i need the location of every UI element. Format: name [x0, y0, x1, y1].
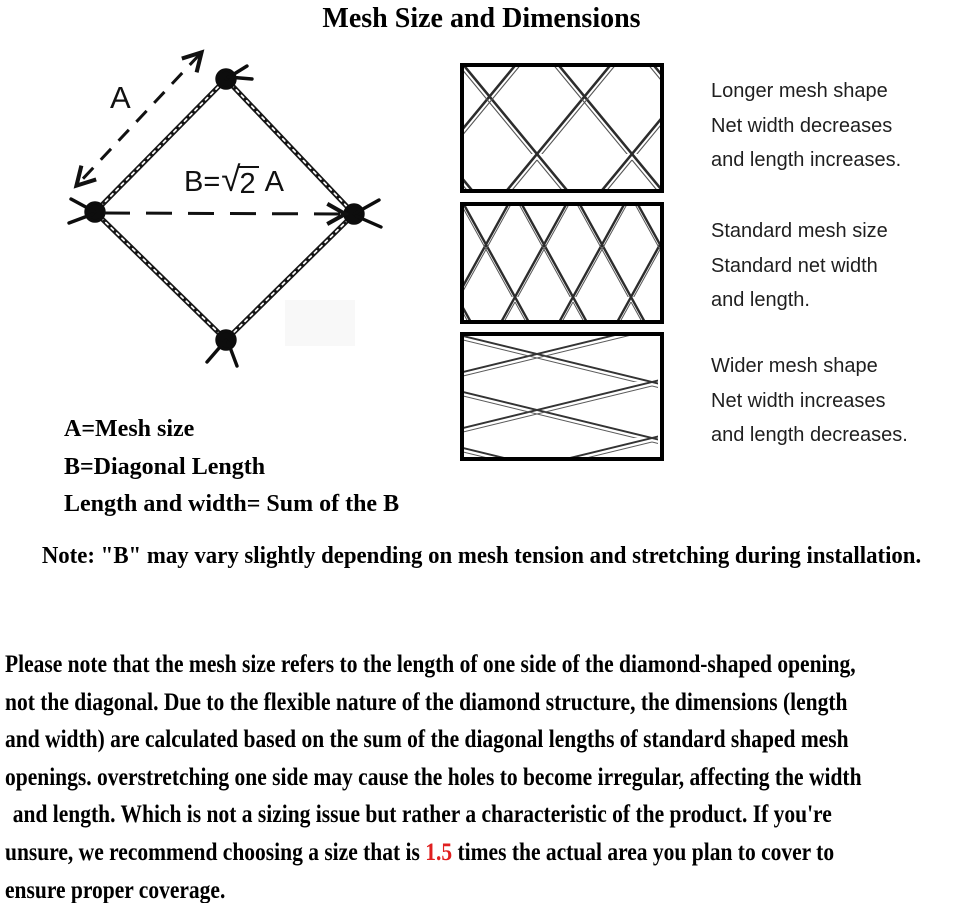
desc-line: and length. [711, 289, 810, 311]
highlight-value: 1.5 [425, 838, 453, 866]
diamond-diagram-svg [40, 42, 450, 387]
paragraph-line: openings. overstretching one side may cause the holes to become irregular, affecting the width [5, 763, 862, 791]
highlight-after: times the actual area you plan to cover to [452, 838, 835, 866]
legend-line-b: B=Diagonal Length [64, 453, 266, 480]
formula-suffix: A [264, 166, 284, 198]
mesh-sample-standard [460, 202, 664, 324]
longer-mesh-texture [464, 67, 660, 189]
legend-line-a: A=Mesh size [64, 416, 195, 442]
paragraph-line: and width) are calculated based on the sum of the diagonal lengths of standard shaped mesh [5, 726, 849, 754]
desc-line: Standard net width [711, 254, 878, 277]
dimension-legend [64, 411, 399, 524]
mesh-size-label: A [110, 80, 131, 115]
desc-line: Standard mesh size [711, 220, 888, 242]
diamond-sides [95, 79, 354, 340]
desc-line: Net width increases [711, 389, 886, 412]
mesh-diamond-diagram [40, 42, 450, 387]
desc-line: and length decreases. [711, 424, 908, 446]
sqrt-icon: √ [221, 160, 241, 199]
page-title: Mesh Size and Dimensions [322, 3, 641, 34]
paragraph-line: and length. Which is not a sizing issue but rather a characteristic of the product. If you're [12, 801, 832, 829]
desc-line: and length increases. [711, 149, 902, 171]
legend-line-sum: Length and width= Sum of the B [64, 491, 400, 517]
mesh-desc-standard [711, 214, 963, 318]
formula-radicand: 2 [239, 166, 259, 201]
formula-prefix: B= [184, 166, 221, 198]
mesh-desc-wider [711, 349, 963, 453]
desc-line: Wider mesh shape [711, 355, 878, 377]
standard-mesh-texture [464, 206, 660, 320]
body-paragraph [5, 646, 960, 903]
highlight-before: unsure, we recommend choosing a size that is [5, 838, 426, 866]
mesh-sample-longer [460, 63, 664, 193]
paragraph-closing-line: ensure proper coverage. [5, 876, 226, 903]
diagonal-formula-label [184, 160, 284, 201]
dimension-line-b [104, 213, 343, 214]
desc-line: Longer mesh shape [711, 80, 888, 102]
paragraph-line-highlight [5, 834, 835, 872]
mesh-sample-wider [460, 332, 664, 461]
paragraph-line: not the diagonal. Due to the flexible nature of the diamond structure, the dimensions (length [5, 688, 848, 716]
mesh-desc-longer [711, 74, 963, 178]
wider-mesh-texture [464, 336, 658, 457]
paragraph-line: Please note that the mesh size refers to the length of one side of the diamond-shaped opening, [5, 651, 856, 678]
note-line: Note: "B" may vary slightly depending on mesh tension and stretching during installation. [41, 543, 922, 569]
desc-line: Net width decreases [711, 114, 893, 137]
